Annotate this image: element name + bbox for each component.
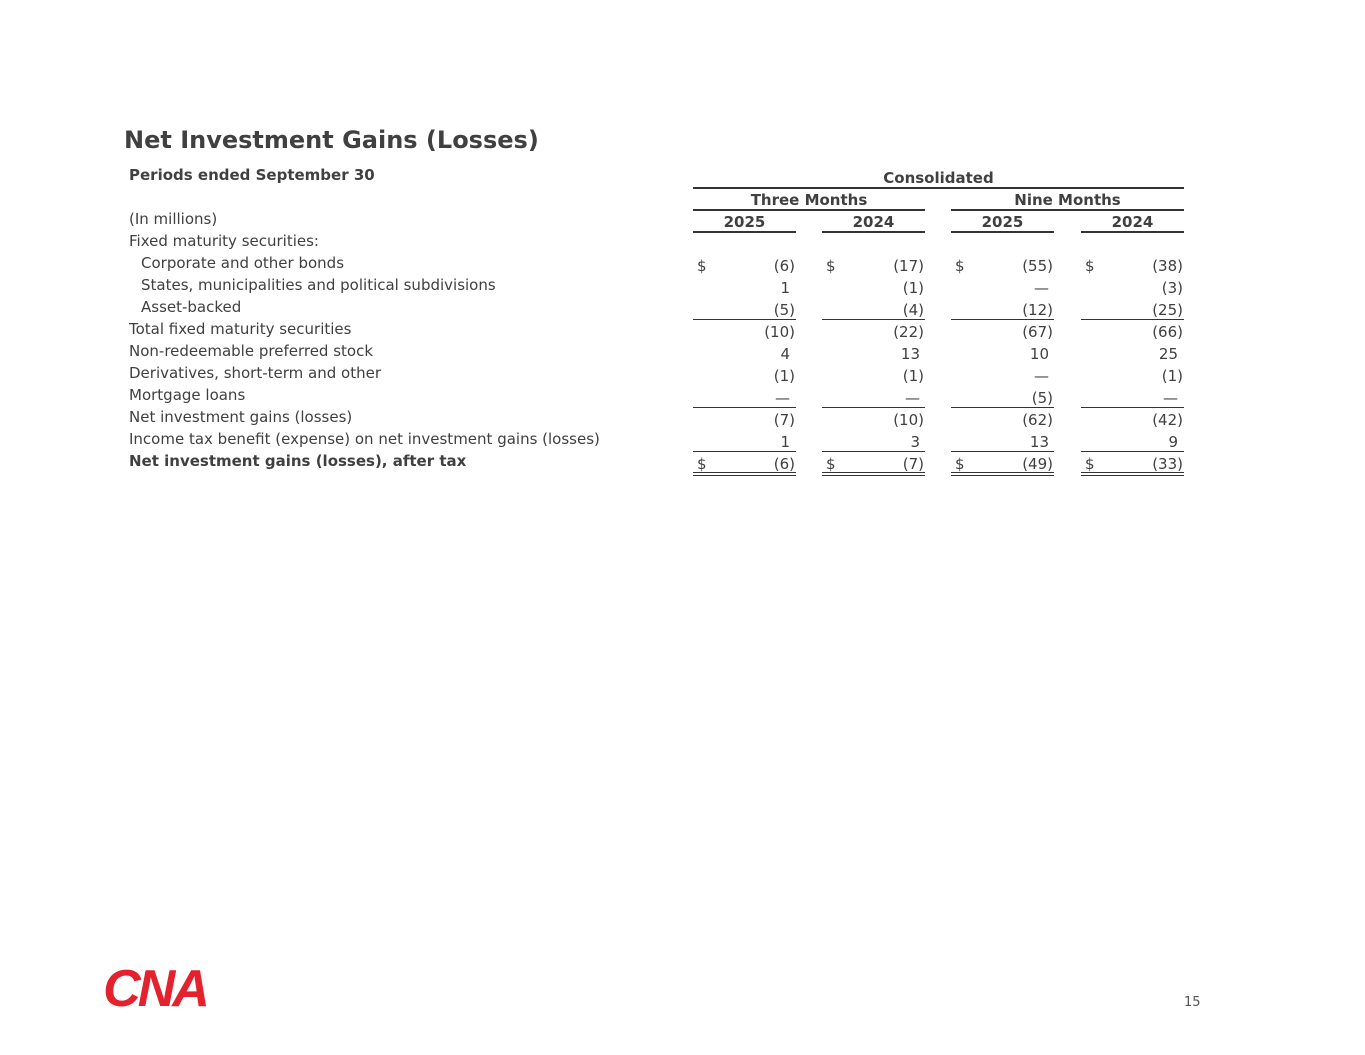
table-cell: (42) bbox=[1152, 411, 1183, 429]
table-cell: — bbox=[1034, 367, 1049, 385]
subtotal-rule bbox=[1081, 407, 1184, 408]
header-nine-months: Nine Months bbox=[1014, 191, 1121, 209]
table-cell: (7) bbox=[902, 455, 924, 473]
table-cell: 1 bbox=[780, 279, 790, 297]
header-year-q3-2024: 2024 bbox=[852, 213, 895, 231]
row-label: Mortgage loans bbox=[129, 386, 246, 404]
table-cell: 9 bbox=[1168, 433, 1178, 451]
currency-symbol: $ bbox=[1085, 257, 1095, 275]
row-label: Total fixed maturity securities bbox=[129, 320, 352, 338]
row-label: Non-redeemable preferred stock bbox=[129, 342, 374, 360]
subtotal-rule bbox=[822, 407, 925, 408]
row-label: Net investment gains (losses), after tax bbox=[129, 452, 467, 470]
row-label: Asset-backed bbox=[141, 298, 242, 316]
units-label: (In millions) bbox=[129, 210, 218, 228]
currency-symbol: $ bbox=[955, 257, 965, 275]
currency-symbol: $ bbox=[826, 257, 836, 275]
table-cell: (49) bbox=[1022, 455, 1053, 473]
currency-symbol: $ bbox=[697, 455, 707, 473]
row-label: Fixed maturity securities: bbox=[129, 232, 319, 250]
currency-symbol: $ bbox=[826, 455, 836, 473]
row-label: Net investment gains (losses) bbox=[129, 408, 353, 426]
table-cell: (1) bbox=[902, 279, 924, 297]
table-cell: (10) bbox=[893, 411, 924, 429]
header-year-ytd-2025: 2025 bbox=[981, 213, 1024, 231]
cna-logo bbox=[86, 964, 224, 1008]
table-cell: (62) bbox=[1022, 411, 1053, 429]
header-rule-year bbox=[693, 231, 796, 233]
subtotal-rule bbox=[693, 451, 796, 452]
table-cell: 13 bbox=[1029, 433, 1049, 451]
currency-symbol: $ bbox=[697, 257, 707, 275]
table-cell: — bbox=[1034, 279, 1049, 297]
table-cell: (7) bbox=[773, 411, 795, 429]
table-cell: (3) bbox=[1161, 279, 1183, 297]
row-label: Corporate and other bonds bbox=[141, 254, 345, 272]
row-label: States, municipalities and political subdivisions bbox=[141, 276, 496, 294]
header-rule-year bbox=[822, 231, 925, 233]
subtotal-rule bbox=[951, 407, 1054, 408]
table-cell: (6) bbox=[773, 455, 795, 473]
table-cell: (55) bbox=[1022, 257, 1053, 275]
header-rule-nine-months bbox=[951, 209, 1184, 211]
table-cell: (67) bbox=[1022, 323, 1053, 341]
table-cell: (22) bbox=[893, 323, 924, 341]
table-cell: (10) bbox=[764, 323, 795, 341]
table-cell: — bbox=[775, 389, 790, 407]
currency-symbol: $ bbox=[1085, 455, 1095, 473]
subtotal-rule bbox=[693, 319, 796, 320]
row-label: Income tax benefit (expense) on net investment gains (losses) bbox=[129, 430, 600, 448]
header-rule-year bbox=[1081, 231, 1184, 233]
logo-text: CNA bbox=[103, 964, 207, 1008]
page-number: 15 bbox=[1184, 995, 1201, 1010]
total-double-rule bbox=[1081, 472, 1184, 476]
currency-symbol: $ bbox=[955, 455, 965, 473]
table-cell: 3 bbox=[910, 433, 920, 451]
total-double-rule bbox=[822, 472, 925, 476]
header-year-ytd-2024: 2024 bbox=[1111, 213, 1154, 231]
subtotal-rule bbox=[951, 451, 1054, 452]
table-cell: 13 bbox=[900, 345, 920, 363]
subtotal-rule bbox=[1081, 451, 1184, 452]
header-year-q3-2025: 2025 bbox=[723, 213, 766, 231]
table-cell: 25 bbox=[1158, 345, 1178, 363]
table-cell: (12) bbox=[1022, 301, 1053, 319]
table-cell: (1) bbox=[773, 367, 795, 385]
subtotal-rule bbox=[822, 319, 925, 320]
table-cell: (4) bbox=[902, 301, 924, 319]
header-rule-consolidated bbox=[693, 187, 1184, 189]
period-label: Periods ended September 30 bbox=[129, 166, 375, 184]
table-cell: (38) bbox=[1152, 257, 1183, 275]
table-cell: (17) bbox=[893, 257, 924, 275]
table-cell: — bbox=[905, 389, 920, 407]
header-consolidated: Consolidated bbox=[883, 169, 994, 187]
header-rule-three-months bbox=[693, 209, 925, 211]
table-cell: (6) bbox=[773, 257, 795, 275]
table-cell: (5) bbox=[1031, 389, 1053, 407]
table-cell: (66) bbox=[1152, 323, 1183, 341]
table-cell: — bbox=[1163, 389, 1178, 407]
table-cell: (1) bbox=[902, 367, 924, 385]
subtotal-rule bbox=[693, 407, 796, 408]
table-cell: (1) bbox=[1161, 367, 1183, 385]
table-cell: 10 bbox=[1029, 345, 1049, 363]
table-cell: (33) bbox=[1152, 455, 1183, 473]
table-cell: (25) bbox=[1152, 301, 1183, 319]
total-double-rule bbox=[951, 472, 1054, 476]
header-rule-year bbox=[951, 231, 1054, 233]
page-title: Net Investment Gains (Losses) bbox=[124, 126, 539, 154]
row-label: Derivatives, short-term and other bbox=[129, 364, 381, 382]
table-cell: 4 bbox=[780, 345, 790, 363]
header-three-months: Three Months bbox=[750, 191, 868, 209]
subtotal-rule bbox=[822, 451, 925, 452]
table-cell: (5) bbox=[773, 301, 795, 319]
table-cell: 1 bbox=[780, 433, 790, 451]
subtotal-rule bbox=[1081, 319, 1184, 320]
total-double-rule bbox=[693, 472, 796, 476]
subtotal-rule bbox=[951, 319, 1054, 320]
